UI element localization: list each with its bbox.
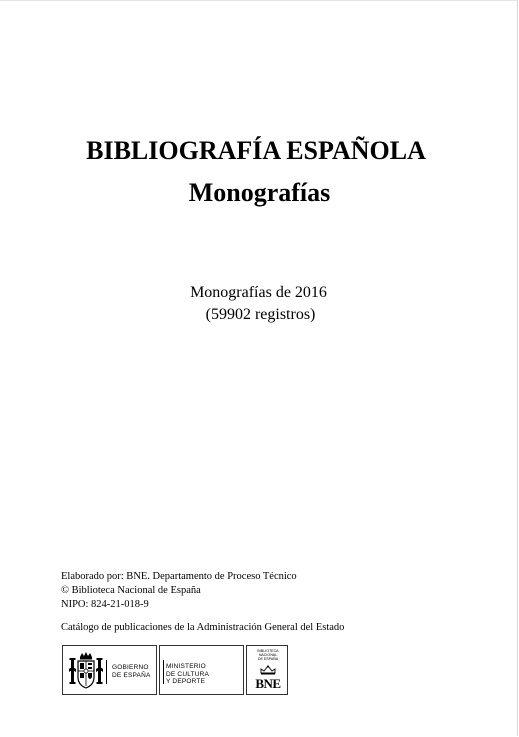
ministerio-line-1: MINISTERIO xyxy=(166,663,206,670)
credits-block xyxy=(61,570,297,612)
bne-logo xyxy=(246,645,288,695)
elaborado-line: Elaborado por: BNE. Departamento de Proceso Técnico xyxy=(61,571,297,582)
gobierno-line-2: DE ESPAÑA xyxy=(112,671,151,679)
gobierno-logo xyxy=(62,645,157,695)
catalog-line: Catálogo de publicaciones de la Administración General del Estado xyxy=(61,622,345,633)
ministerio-logo xyxy=(159,645,244,695)
bne-wordmark: BNE xyxy=(255,676,281,691)
coat-of-arms-icon xyxy=(68,651,104,691)
ministerio-line-3: Y DEPORTE xyxy=(166,678,206,685)
bne-line-1: BIBLIOTECA xyxy=(257,649,279,653)
gobierno-line-1: GOBIERNO xyxy=(112,664,149,671)
document-subtitle: Monografías xyxy=(188,178,331,207)
ministerio-label xyxy=(166,663,209,686)
logo-divider xyxy=(106,660,107,684)
coverage-year: Monografías de 2016 xyxy=(190,284,327,301)
gobierno-label xyxy=(112,664,151,679)
nipo-line: NIPO: 824-21-018-9 xyxy=(61,599,149,610)
ministerio-line-2: DE CULTURA xyxy=(166,670,210,678)
bne-line-3: DE ESPAÑA xyxy=(257,657,279,661)
record-count: (59902 registros) xyxy=(205,306,316,323)
copyright-line: © Biblioteca Nacional de España xyxy=(61,585,201,596)
bne-line-2: NACIONAL xyxy=(258,653,278,657)
logo-divider xyxy=(163,660,164,684)
crown-icon xyxy=(259,665,277,675)
document-title: BIBLIOGRAFÍA ESPAÑOLA xyxy=(86,136,426,165)
bne-label xyxy=(250,649,286,661)
